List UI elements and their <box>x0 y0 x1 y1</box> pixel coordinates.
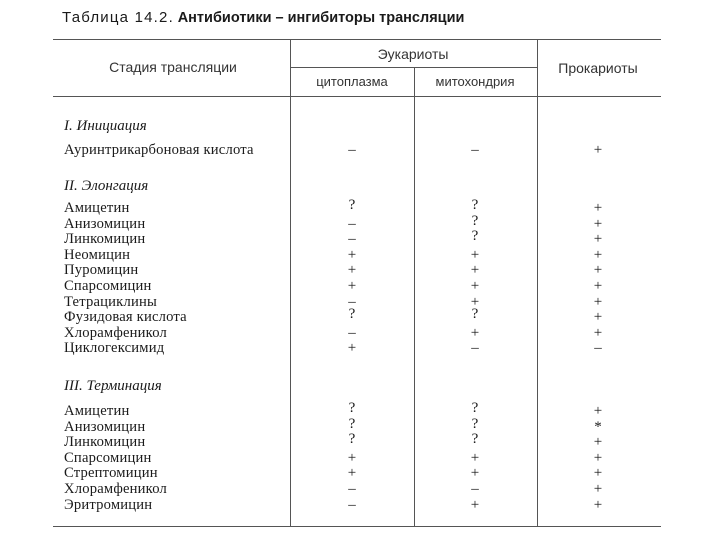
cell-cyto: – <box>348 293 356 310</box>
drug-name: Спарсомицин <box>64 278 152 294</box>
drug-name: Ауринтрикарбоновая кислота <box>64 142 254 158</box>
cell-cyto: – <box>348 324 356 341</box>
cell-mito: – <box>471 142 479 158</box>
cell-mito: ? <box>471 431 479 448</box>
drug-name: Эритромицин <box>64 496 153 513</box>
col-divider-prok <box>537 39 538 526</box>
cell-cyto: – <box>348 481 356 497</box>
cell-cyto: + <box>347 246 357 263</box>
cell-prok: + <box>593 481 603 497</box>
cell-cyto: – <box>348 142 356 158</box>
cell-mito: + <box>470 324 480 341</box>
drug-name: Неомицин <box>64 246 131 263</box>
rule-bottom <box>53 526 661 527</box>
cell-mito: + <box>470 293 480 310</box>
cell-mito: + <box>470 496 480 513</box>
cell-mito: ? <box>471 212 479 229</box>
header-mitochondria: митохондрия <box>435 74 515 89</box>
cell-mito: + <box>470 465 480 482</box>
drug-name: Анизомицин <box>64 418 146 435</box>
drug-name: Спарсомицин <box>64 449 152 466</box>
cell-cyto: + <box>347 449 357 466</box>
cell-prok: + <box>593 324 603 341</box>
drug-name: Тетрациклины <box>64 293 157 310</box>
drug-name: Фузидовая кислота <box>64 309 187 326</box>
table-title: Антибиотики – ингибиторы трансляции <box>177 10 465 26</box>
cell-prok: * <box>594 418 602 435</box>
col-divider-cyto <box>414 67 415 526</box>
drug-name: Циклогексимид <box>64 340 165 357</box>
cell-prok: + <box>593 449 603 466</box>
cell-cyto: ? <box>348 431 356 448</box>
cell-prok: + <box>593 215 603 232</box>
cell-mito: ? <box>471 197 479 213</box>
cell-prok: + <box>593 200 603 216</box>
drug-name: Хлорамфеникол <box>64 324 168 341</box>
cell-mito: ? <box>471 228 479 245</box>
cell-prok: – <box>594 340 602 357</box>
section-heading: I. Инициация <box>64 118 147 134</box>
cell-mito: ? <box>471 400 479 416</box>
table-caption <box>62 9 464 27</box>
cell-prok: + <box>593 434 603 451</box>
rule-header-bottom <box>53 96 661 97</box>
rule-top <box>53 39 661 40</box>
cell-mito: + <box>470 278 480 294</box>
cell-mito: – <box>471 340 479 357</box>
cell-prok: + <box>593 262 603 279</box>
cell-mito: + <box>470 262 480 279</box>
header-prokaryotes: Прокариоты <box>558 60 638 76</box>
cell-prok: + <box>593 293 603 310</box>
cell-prok: + <box>593 246 603 263</box>
drug-name: Амицетин <box>64 403 130 419</box>
cell-cyto: ? <box>348 306 356 323</box>
cell-cyto: – <box>348 215 356 232</box>
section-heading: II. Элонгация <box>64 178 149 194</box>
cell-cyto: ? <box>348 415 356 432</box>
header-cytoplasm: цитоплазма <box>316 74 388 89</box>
drug-name: Линкомицин <box>64 231 146 248</box>
cell-prok: + <box>593 142 603 158</box>
cell-mito: + <box>470 449 480 466</box>
cell-prok: + <box>593 309 603 326</box>
cell-prok: + <box>593 278 603 294</box>
drug-name: Стрептомицин <box>64 465 158 482</box>
cell-cyto: + <box>347 465 357 482</box>
col-divider-stage <box>290 39 291 526</box>
drug-name: Амицетин <box>64 200 130 216</box>
section-heading: III. Терминация <box>64 378 162 394</box>
header-eukaryotes: Эукариоты <box>377 46 449 62</box>
drug-name: Анизомицин <box>64 215 146 232</box>
drug-name: Линкомицин <box>64 434 146 451</box>
cell-prok: + <box>593 231 603 248</box>
cell-cyto: ? <box>348 197 356 213</box>
cell-mito: – <box>471 481 479 497</box>
drug-name: Пуромицин <box>64 262 139 279</box>
cell-mito: ? <box>471 306 479 323</box>
cell-cyto: ? <box>348 400 356 416</box>
cell-cyto: + <box>347 340 357 357</box>
table-number: Таблица 14.2. <box>62 9 174 26</box>
cell-cyto: – <box>348 496 356 513</box>
cell-mito: + <box>470 246 480 263</box>
cell-mito: ? <box>471 415 479 432</box>
cell-prok: + <box>593 496 603 513</box>
cell-prok: + <box>593 465 603 482</box>
cell-cyto: + <box>347 262 357 279</box>
cell-cyto: – <box>348 231 356 248</box>
cell-cyto: + <box>347 278 357 294</box>
drug-name: Хлорамфеникол <box>64 481 168 497</box>
cell-prok: + <box>593 403 603 419</box>
header-stage: Стадия трансляции <box>109 59 237 75</box>
